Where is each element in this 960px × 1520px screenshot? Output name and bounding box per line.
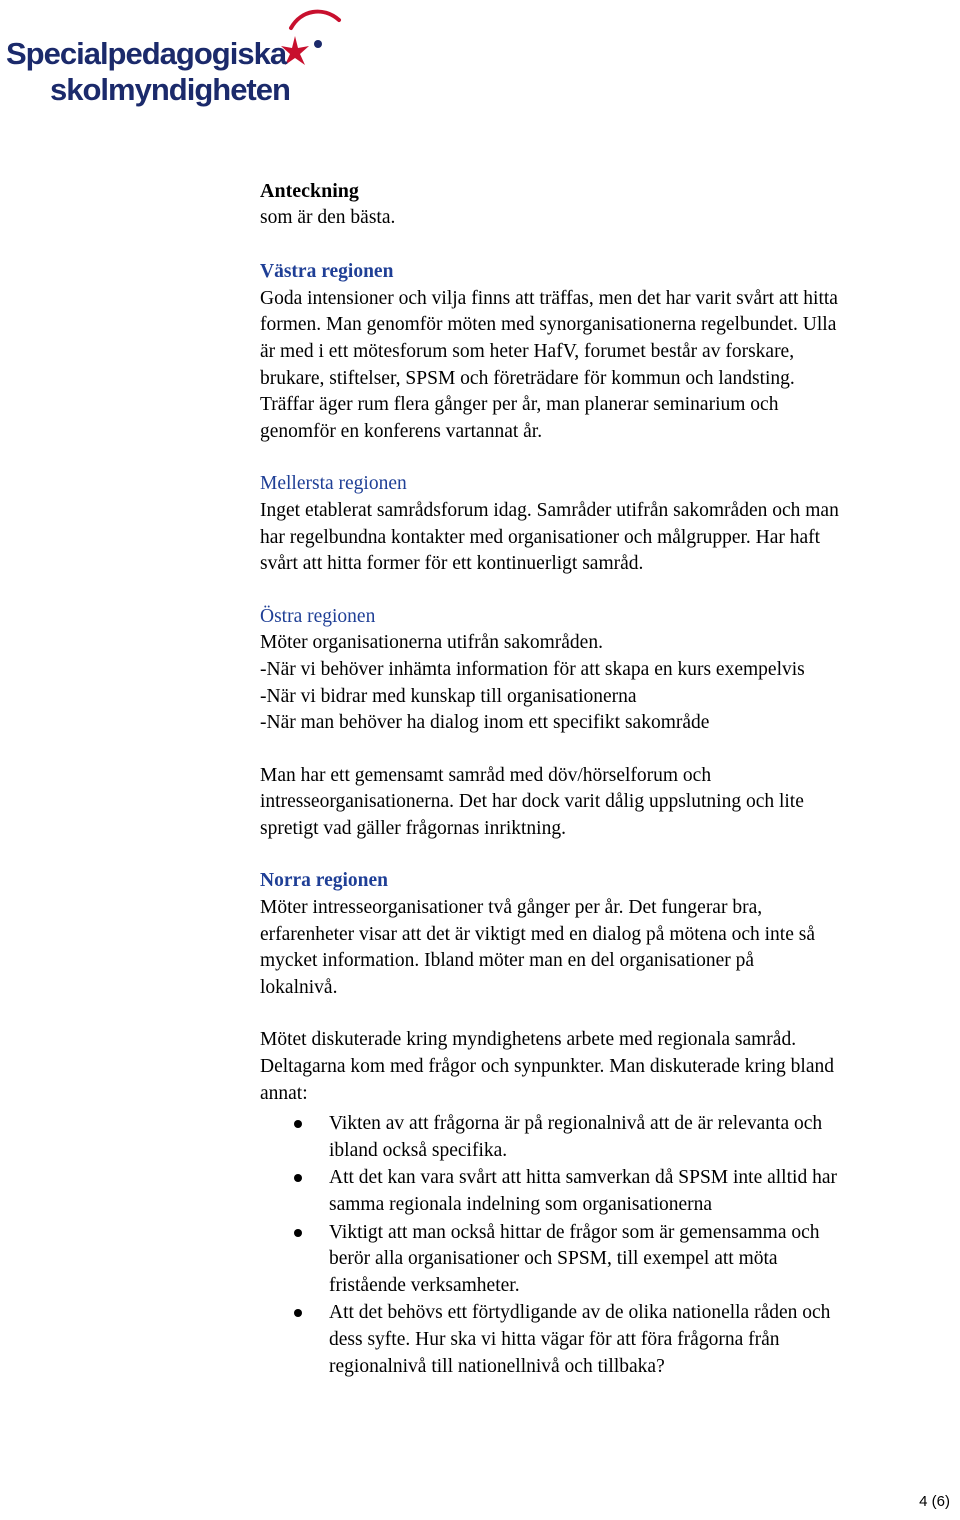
bullet-line: Att det behövs ett förtydligande av de olika nationella råden och: [329, 1302, 831, 1324]
section-heading-vastra: Västra regionen: [260, 261, 394, 283]
logo-text-line2: skolmyndigheten: [50, 72, 290, 107]
paragraph-line: -När man behöver ha dialog inom ett specifikt sakområde: [260, 712, 710, 734]
document-title: Anteckning: [260, 180, 359, 202]
paragraph-line: har regelbundna kontakter med organisationer och målgrupper. Har haft: [260, 526, 821, 548]
logo-text-line1: Specialpedagogiska: [6, 36, 287, 71]
document-body: [260, 178, 950, 1381]
bullet-item: [260, 1165, 950, 1218]
bullet-dot-icon: [294, 1120, 302, 1128]
agency-logo: [6, 6, 346, 106]
bullet-line: samma regionala indelning som organisationerna: [329, 1194, 713, 1215]
bullet-dot-icon: [294, 1229, 302, 1237]
bullet-line: berör alla organisationer och SPSM, till exempel att möta: [329, 1248, 778, 1270]
summary-line: annat:: [260, 1082, 308, 1104]
paragraph-line: -När vi behöver inhämta information för att skapa en kurs exempelvis: [260, 658, 805, 680]
section-heading-ostra: Östra regionen: [260, 605, 376, 627]
paragraph-line: genomför en konferens vartannat år.: [260, 420, 543, 442]
page-number: 4 (6): [919, 1493, 950, 1510]
paragraph-line: mycket information. Ibland möter man en del organisationer på: [260, 950, 755, 972]
summary-line: Mötet diskuterade kring myndighetens arbete med regionala samråd.: [260, 1029, 797, 1051]
bullet-dot-icon: [294, 1309, 302, 1317]
bullet-item: [260, 1220, 950, 1300]
paragraph-line: erfarenheter visar att det är viktigt med en dialog på mötena och inte så: [260, 923, 815, 945]
bullet-item: [260, 1300, 950, 1380]
paragraph-line: Goda intensioner och vilja finns att träffas, men det har varit svårt att hitta: [260, 287, 838, 309]
paragraph-line: Träffar äger rum flera gånger per år, man planerar seminarium och: [260, 394, 779, 416]
paragraph-line: -När vi bidrar med kunskap till organisationerna: [260, 685, 637, 707]
paragraph-line: Inget etablerat samrådsforum idag. Samråder utifrån sakområden och man: [260, 499, 839, 521]
bullet-line: regionalnivå till nationellnivå och tillbaka?: [329, 1355, 665, 1377]
bullet-line: Att det kan vara svårt att hitta samverkan då SPSM inte alltid har: [329, 1167, 837, 1189]
section-heading-mellersta: Mellersta regionen: [260, 473, 407, 495]
bullet-line: ibland också specifika.: [329, 1139, 508, 1161]
paragraph-line: intresseorganisationerna. Det har dock varit dålig uppslutning och lite: [260, 791, 804, 813]
bullet-line: fristående verksamheter.: [329, 1274, 520, 1296]
bullet-line: dess syfte. Hur ska vi hitta vägar för att föra frågorna från: [329, 1328, 780, 1350]
paragraph-line: lokalnivå.: [260, 976, 338, 998]
bullet-line: Viktigt att man också hittar de frågor som är gemensamma och: [329, 1221, 820, 1243]
paragraph-line: Möter organisationerna utifrån sakområden.: [260, 632, 603, 654]
paragraph-line: spretigt vad gäller frågornas inriktning.: [260, 817, 566, 839]
discussion-bullet-list: [260, 1111, 950, 1380]
paragraph-line: Man har ett gemensamt samråd med döv/hörselforum och: [260, 764, 712, 786]
summary-line: Deltagarna kom med frågor och synpunkter. Man diskuterade kring bland: [260, 1056, 835, 1078]
bullet-item: [260, 1111, 950, 1164]
paragraph-line: är med i ett mötesforum som heter HafV, forumet består av forskare,: [260, 340, 795, 362]
paragraph-line: svårt att hitta former för ett kontinuerligt samråd.: [260, 553, 644, 575]
section-heading-norra: Norra regionen: [260, 870, 388, 892]
bullet-line: Vikten av att frågorna är på regionalnivå att de är relevanta och: [329, 1113, 823, 1135]
paragraph-line: Möter intresseorganisationer två gånger per år. Det fungerar bra,: [260, 897, 763, 919]
paragraph-line: formen. Man genomför möten med synorganisationerna regelbundet. Ulla: [260, 314, 837, 336]
bullet-dot-icon: [294, 1174, 302, 1182]
intro-text: som är den bästa.: [260, 206, 396, 228]
paragraph-line: brukare, stiftelser, SPSM och företrädare för kommun och landsting.: [260, 367, 795, 389]
